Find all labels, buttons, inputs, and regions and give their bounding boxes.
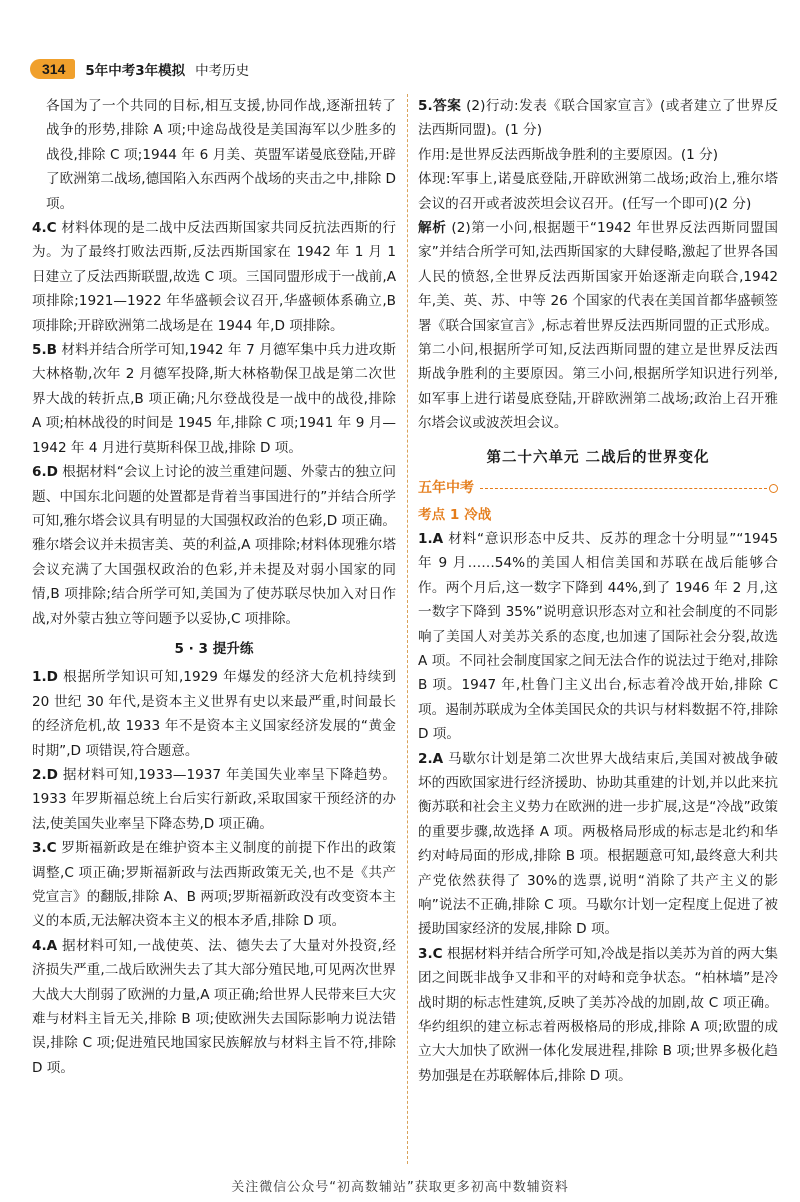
practice-answer-2 — [32, 763, 396, 836]
answer-4 — [32, 216, 396, 338]
cold-war-answer-3 — [418, 942, 778, 1088]
answer-text: 罗斯福新政是在维护资本主义制度的前提下作出的政策调整,C 项正确;罗斯福新政与法西斯政策无关,也不是《共产党宣言》的翻版,排除 A、B 两项;罗斯福新政没有改变资本主义的本质,无法解决资本主义的根本矛盾,排除 D 项。 — [32, 840, 397, 930]
answer-number: 5.答案 — [418, 98, 462, 114]
answer-number: 4.A — [32, 937, 58, 954]
answer-continuation: 各国为了一个共同的目标,相互支援,协同作战,逐渐扭转了战争的形势,排除 A 项;中途岛战役是美国海军以少胜多的战役,排除 C 项;1944 年 6 月美、英盟军诺曼底登陆,开辟了欧洲第二战场,德国陷入东西两个战场的夹击之中,排除 D 项。 — [46, 98, 396, 212]
left-column — [32, 94, 396, 1080]
analysis — [418, 216, 778, 436]
answer-text: 据材料可知,1933—1937 年美国失业率呈下降趋势。1933 年罗斯福总统上台后实行新政,采取国家干预经济的办法,使美国失业率呈下降态势,D 项正确。 — [32, 766, 396, 832]
answer-5 — [32, 338, 396, 460]
section-bar-label: 五年中考 — [418, 480, 474, 497]
answer-number: 2.D — [32, 766, 58, 783]
cold-war-answer-2 — [418, 747, 778, 942]
section-title: 5 · 3 提升练 — [174, 640, 254, 657]
footer-note: 关注微信公众号“初高数辅站”获取更多初高中数辅资料 — [231, 1180, 569, 1195]
topic-heading: 考点 1 冷战 — [418, 506, 492, 523]
circle-icon — [769, 484, 778, 493]
practice-answer-3 — [32, 836, 396, 934]
answer-text: 根据材料“会议上讨论的波兰重建问题、外蒙古的独立问题、中国东北问题的处置都是背着当事国进行的”并结合所学可知,雅尔塔会议具有明显的大国强权政治的色彩,D 项正确。雅尔塔会议并未损害美、英的利益,A 项排除;材料体现雅尔塔会议充满了大国强权政治的色彩,并未提及对弱小国家的同情,B 项排除;结合所学可知,美国为了使苏联尽快加入对日作战,对外蒙古独立等问题予以妥协,C 项排除。 — [32, 464, 396, 627]
answer-text: 根据材料并结合所学可知,冷战是指以美苏为首的两大集团之间既非战争又非和平的对峙和竞争状态。“柏林墙”是冷战时期的标志性建筑,反映了美苏冷战的加剧,故 C 项正确。华约组织的建立标志着两极格局的形成,排除 A 项;欧盟的成立大大加快了欧洲一体化发展进程,排除 B 项;世界多极化趋势加强是在苏联解体后,排除 D 项。 — [418, 945, 778, 1084]
practice-answer-1 — [32, 665, 396, 763]
answer-number: 4.C — [32, 220, 57, 237]
answer-text: 马歇尔计划是第二次世界大战结束后,美国对被战争破坏的西欧国家进行经济援助、协助其重建的计划,并以此来抗衡苏联和社会主义势力在欧洲的进一步扩展,这是“冷战”政策的重要步骤,故选择 A 项。两极格局形成的标志是北约和华约对峙局面的形成,排除 B 项。根据题意可知,最终意大利共产党依然获得了 30%的选票,说明“消除了共产主义的影响”说法不正确,排除 C 项。马歇尔计划一定程度上促进了被援助国家经济的发展,排除 D 项。 — [418, 750, 778, 938]
answer-number: 2.A — [418, 750, 444, 767]
practice-answer-4 — [32, 934, 396, 1080]
answer-text: 据材料可知,一战使英、法、德失去了大量对外投资,经济损失严重,二战后欧洲失去了其大部分殖民地,可见两次世界大战大大削弱了欧洲的力量,A 项正确;给世界人民带来巨大灾难与材料主旨无关,排除 B 项;使欧洲失去国际影响力说法错误,排除 C 项;促进殖民地国家民族解放与材料主旨不符,排除 D 项。 — [32, 937, 397, 1076]
answer-number: 6.D — [32, 464, 58, 481]
section-bar — [418, 476, 778, 500]
section-bar-line — [480, 488, 767, 489]
answer-number: 3.C — [418, 945, 443, 962]
answer-number: 5.B — [32, 342, 57, 359]
answer-manifestation: 体现:军事上,诺曼底登陆,开辟欧洲第二战场;政治上,雅尔塔会议的召开或者波茨坦会议召开。(任写一个即可)(2 分) — [418, 171, 778, 212]
analysis-text: (2)第一小问,根据题干“1942 年世界反法西斯同盟国家”并结合所学可知,法西斯国家的大肆侵略,激起了世界各国人民的愤怒,全世界反法西斯国家开始逐渐走向联合,1942 年,美、英、苏、中等 26 个国家的代表在美国首都华盛顿签署《联合国家宣言》,标志着世界反法西斯同盟的正式形成。第二小问,根据所学可知,反法西斯同盟的建立是世界反法西斯战争胜利的主要原因。第三小问,根据所学知识进行列举,如军事上进行诺曼底登陆,开辟欧洲第二战场;政治上召开雅尔塔会议或波茨坦会议。 — [418, 220, 779, 432]
page-number: 314 — [30, 59, 75, 79]
answer-text: (2)行动:发表《联合国家宣言》(或者建立了世界反法西斯同盟)。(1 分) — [418, 98, 779, 139]
answer-number: 3.C — [32, 840, 57, 857]
column-divider — [407, 94, 408, 1164]
book-title: 5年中考3年模拟 — [85, 63, 186, 79]
analysis-label: 解析 — [418, 220, 447, 237]
answer-text: 根据所学知识可知,1929 年爆发的经济大危机持续到 20 世纪 30 年代,是资本主义世界有史以来最严重,时间最长的经济危机,故 1933 年不是资本主义国家经济发展的“黄金时期”,D 项错误,符合题意。 — [32, 669, 396, 759]
answer-6 — [32, 460, 396, 631]
answer-text: 材料体现的是二战中反法西斯国家共同反抗法西斯的行为。为了最终打败法西斯,反法西斯国家在 1942 年 1 月 1 日建立了反法西斯联盟,故选 C 项。三国同盟形成于一战前,A 项排除;1921—1922 年华盛顿会议召开,华盛顿体系确立,B 项排除;开辟欧洲第二战场是在 1944 年,D 项排除。 — [32, 220, 397, 334]
answer-text: 材料并结合所学可知,1942 年 7 月德军集中兵力进攻斯大林格勒,次年 2 月德军投降,斯大林格勒保卫战是第二次世界大战的转折点,B 项正确;凡尔登战役是一战中的战役,排除 A 项;柏林战役的时间是 1945 年,排除 C 项;1941 年 9 月—1942 年 4 月进行莫斯科保卫战,排除 D 项。 — [32, 342, 396, 456]
right-column — [418, 94, 778, 1088]
subject-label: 中考历史 — [195, 63, 250, 79]
answer-number: 1.A — [418, 530, 444, 547]
answer-number: 1.D — [32, 669, 58, 686]
answer-5-block — [418, 94, 778, 143]
answer-text: 材料“意识形态中反共、反苏的理念十分明显”“1945 年 9 月……54%的美国人相信美国和苏联在战后能够合作。两个月后,这一数字下降到 44%,到了 1946 年 2 月,这一数字下降到 35%”说明意识形态对立和社会制度的不同影响了美国人对美苏关系的态度,也加速了国际社会分裂,故选 A 项。不同社会制度国家之间无法合作的说法过于绝对,排除 B 项。1947 年,杜鲁门主义出台,标志着冷战开始,排除 C 项。遏制苏联成为全体美国民众的共识与材料数据不符,排除 D 项。 — [418, 530, 778, 743]
unit-title: 第二十六单元 二战后的世界变化 — [486, 449, 710, 466]
cold-war-answer-1 — [418, 527, 778, 747]
answer-effect: 作用:是世界反法西斯战争胜利的主要原因。(1 分) — [418, 146, 719, 163]
page-header — [30, 56, 249, 82]
